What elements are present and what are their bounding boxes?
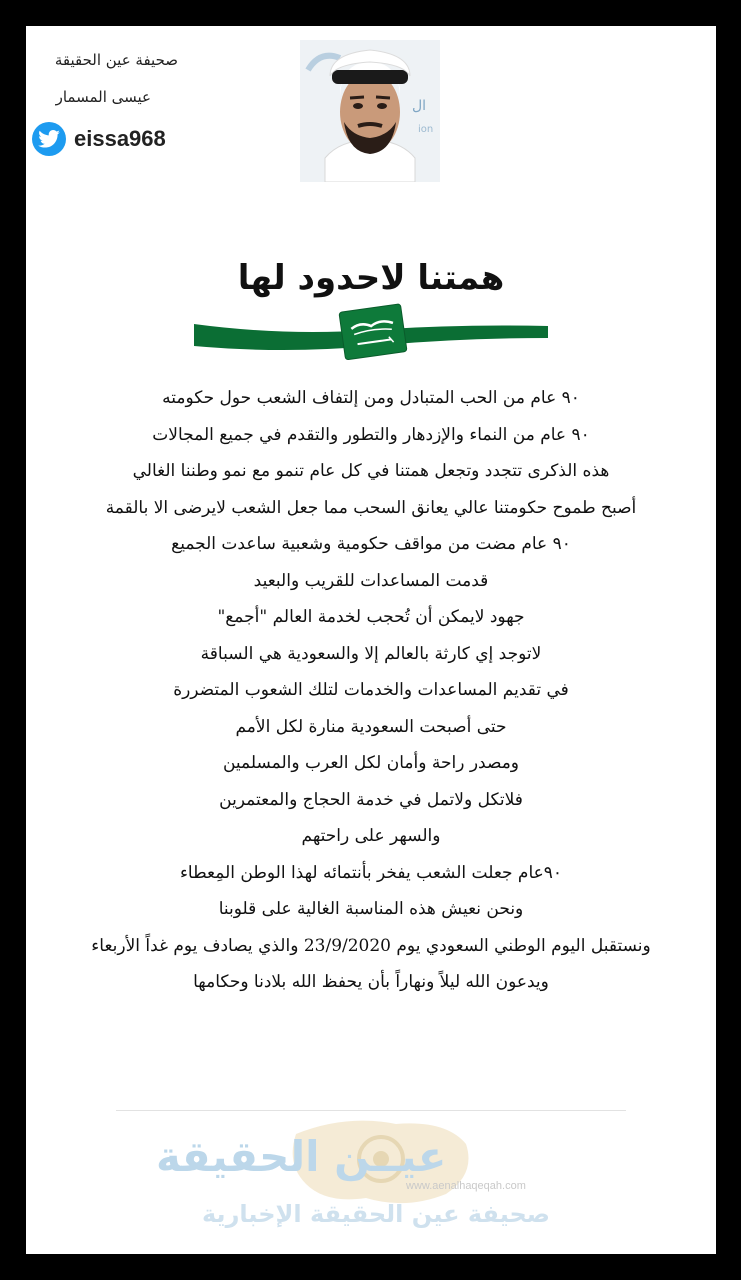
article-title: همتنا لاحدود لها (237, 258, 505, 298)
svg-text:ion: ion (418, 124, 434, 135)
author-name: عيسى المسمار (55, 88, 151, 106)
article-line: ٩٠ عام من النماء والإزدهار والتطور والتقدم في جميع المجالات (152, 424, 590, 445)
logo-subtitle: صحيفة عين الحقيقة الإخبارية (202, 1200, 550, 1228)
newspaper-logo (146, 1114, 606, 1244)
article-line: ٩٠ عام مضت من مواقف حكومية وشعبية ساعدت الجميع (171, 534, 571, 554)
twitter-icon (32, 122, 66, 156)
saudi-flag-icon (194, 302, 548, 362)
newspaper-name: صحيفة عين الحقيقة (54, 51, 178, 69)
article-line: قدمت المساعدات للقريب والبعيد (253, 570, 489, 591)
twitter-handle: eissa968 (74, 126, 166, 151)
logo-brand-text: عيــن الحقيقة (156, 1132, 447, 1181)
article-line: لاتوجد إي كارثة بالعالم إلا والسعودية هي السباقة (200, 643, 542, 664)
article-line: هذه الذكرى تتجدد وتجعل همتنا في كل عام تنمو مع نمو وطننا الغالي (132, 461, 610, 481)
article-line: أصبح طموح حكومتنا عالي يعانق السحب مما جعل الشعب لايرضى الا بالقمة (105, 497, 637, 518)
article-line: حتى أصبحت السعودية منارة لكل الأمم (235, 716, 507, 737)
author-photo (300, 40, 440, 182)
article-line: جهود لايمكن أن تُحجب لخدمة العالم "أجمع" (217, 607, 525, 627)
article-line: ٩٠عام جعلت الشعب يفخر بأنتمائه لهذا الوطن المِعطاء (179, 862, 563, 883)
footer-divider (116, 1110, 626, 1111)
article-line: ونستقبل اليوم الوطني السعودي يوم 23/9/2020 والذي يصادف يوم غداً الأربعاء (91, 935, 651, 956)
twitter-link[interactable] (32, 120, 166, 158)
svg-text:ال: ال (412, 98, 427, 114)
article-body (26, 380, 716, 1001)
article-page (26, 26, 716, 1254)
article-line: فلاتكل ولاتمل في خدمة الحجاج والمعتمرين (219, 789, 523, 810)
article-line: ونحن نعيش هذه المناسبة الغالية على قلوبنا (218, 899, 524, 919)
article-line: ويدعون الله ليلاً ونهاراً بأن يحفظ الله بلادنا وحكامها (193, 972, 549, 992)
article-line: والسهر على راحتهم (301, 826, 441, 846)
article-line: ومصدر راحة وأمان لكل العرب والمسلمين (222, 753, 520, 773)
saudi-flag-banner (194, 302, 548, 362)
logo-url: www.aenalhaqeqah.com (406, 1180, 526, 1192)
article-line: ٩٠ عام من الحب المتبادل ومن إلتفاف الشعب حول حكومته (162, 388, 580, 408)
article-line: في تقديم المساعدات والخدمات لتلك الشعوب المتضررة (173, 680, 569, 700)
